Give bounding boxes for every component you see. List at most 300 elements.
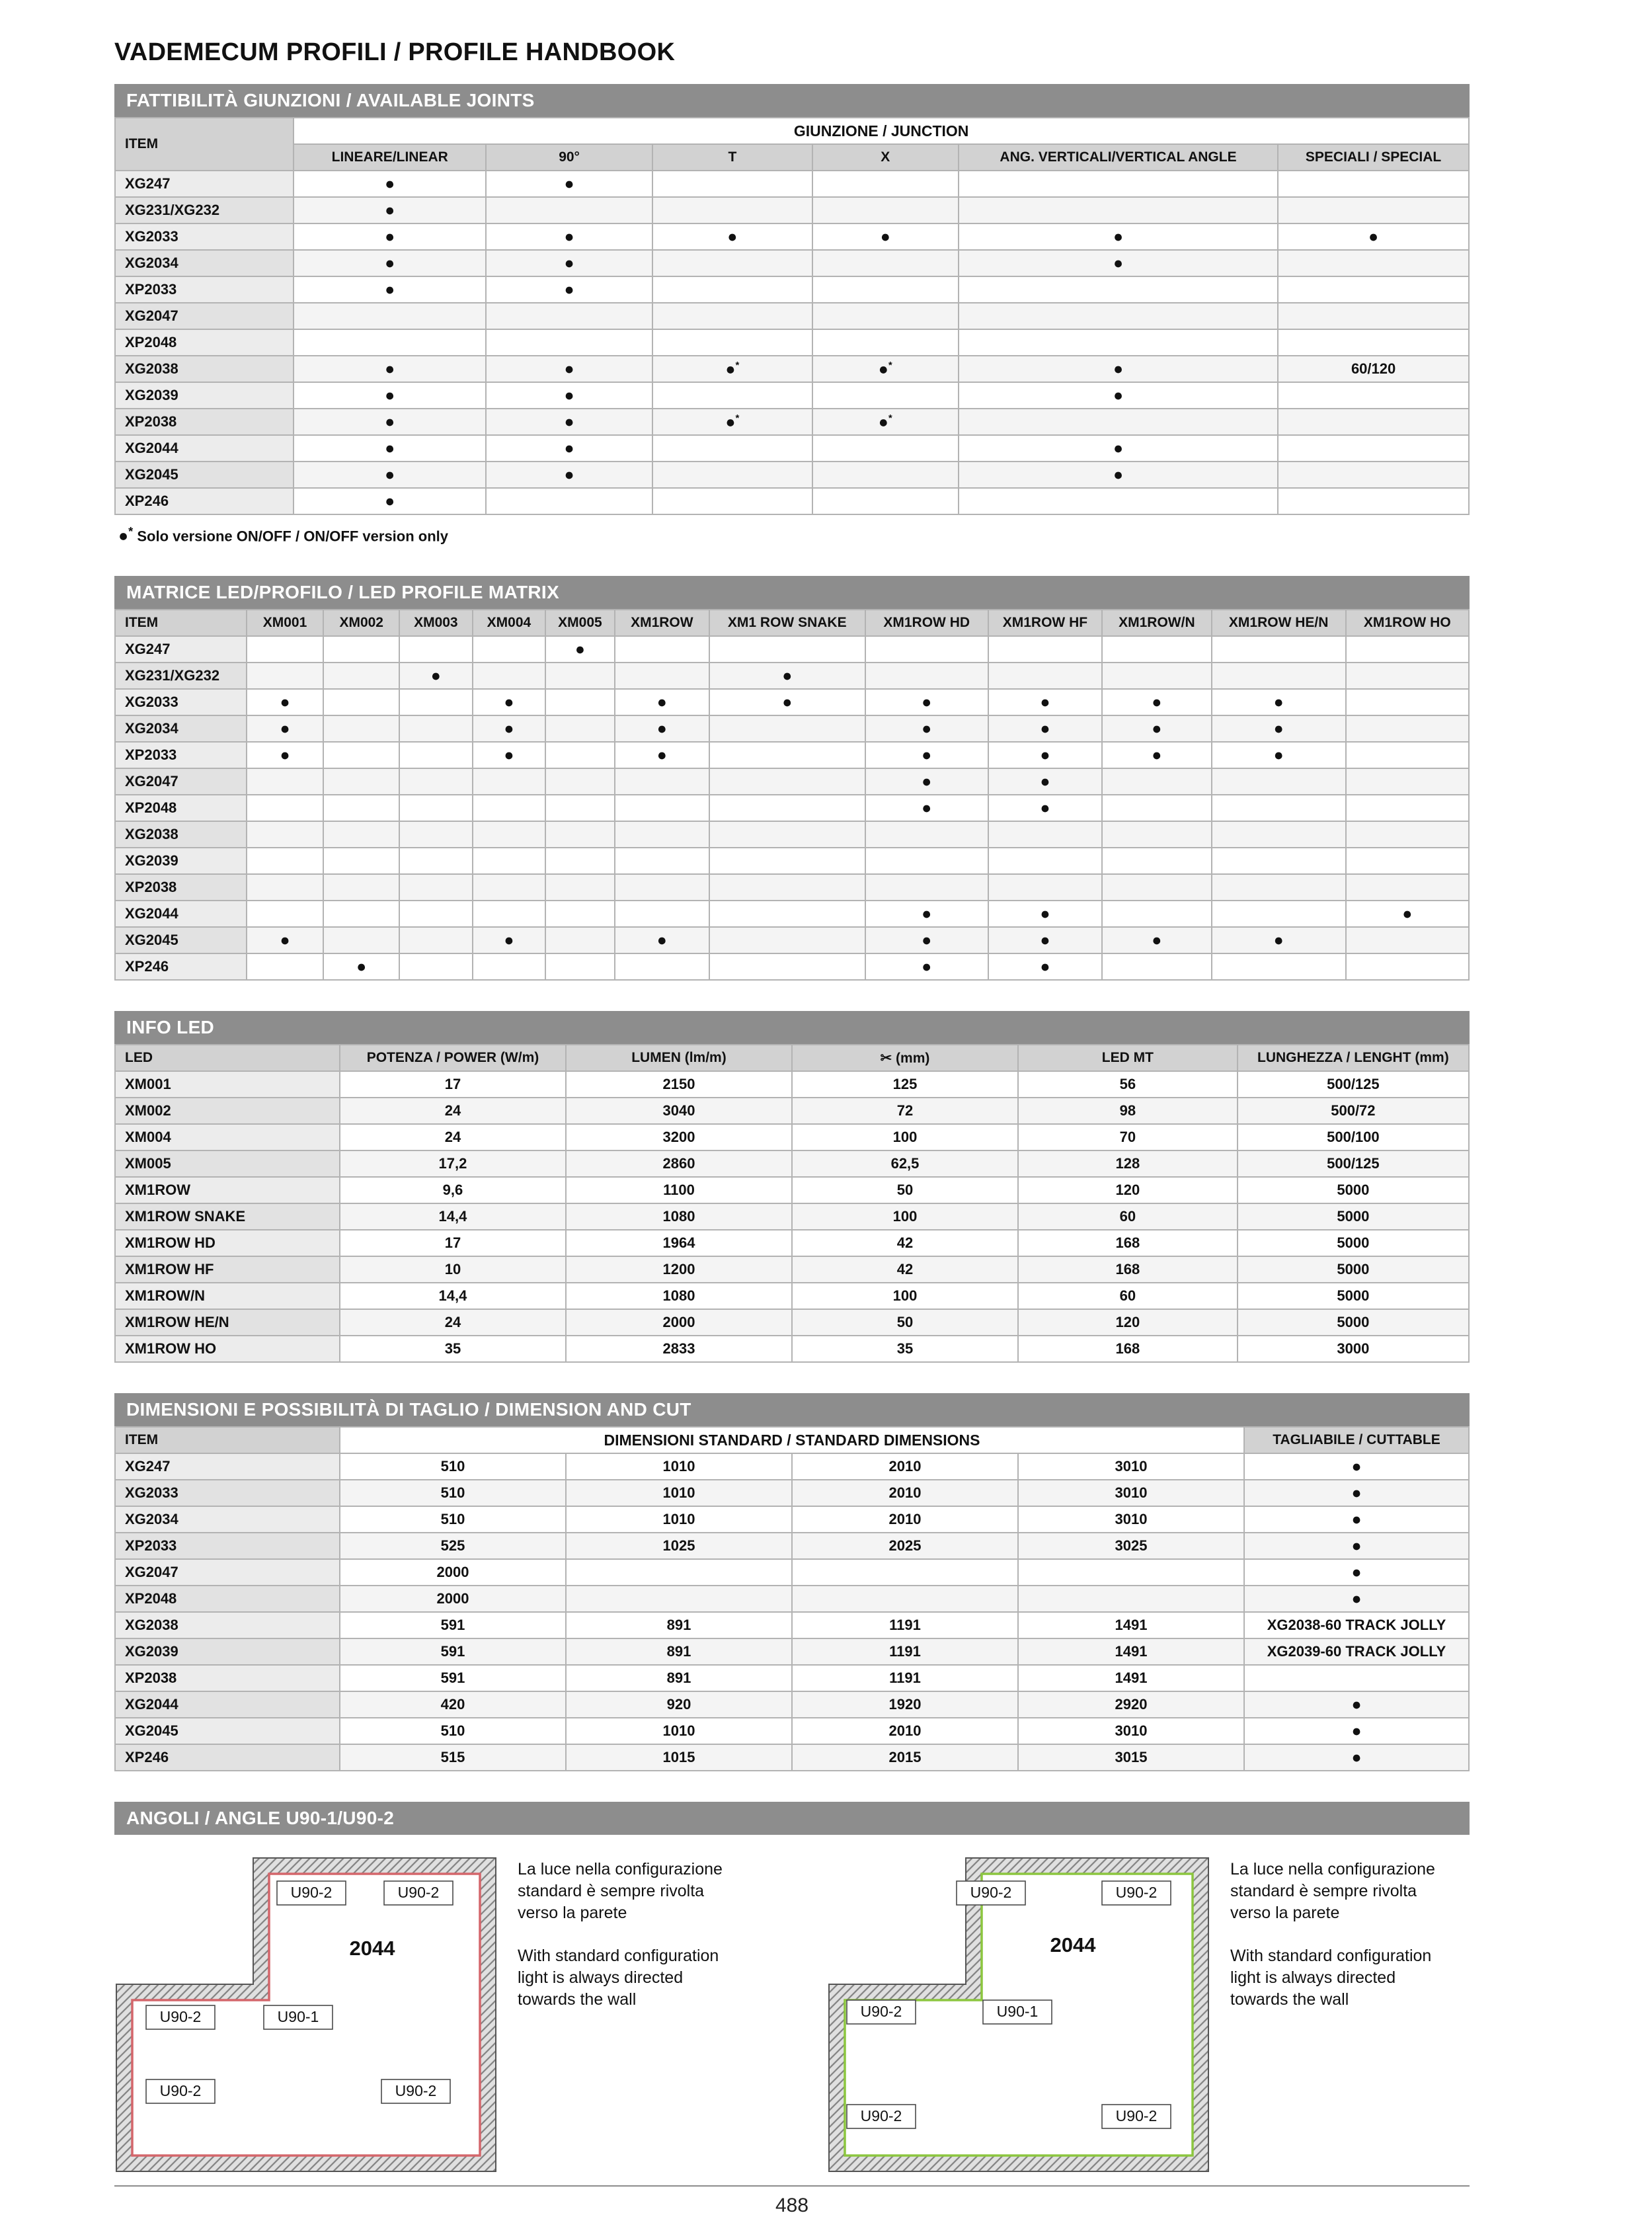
value-cell: 42 [792,1256,1018,1283]
row-item-label: XP2033 [115,276,294,303]
empty-cell [615,874,709,901]
dot-cell: ● [1244,1586,1469,1612]
value-cell: 1191 [792,1665,1018,1691]
value-cell: 70 [1018,1124,1238,1150]
dot-cell: ● [1244,1533,1469,1559]
dot-cell: ● [1244,1718,1469,1744]
value-cell: 1191 [792,1638,1018,1665]
value-cell: 2150 [566,1071,792,1098]
value-cell: 72 [792,1098,1018,1124]
empty-cell [1346,715,1469,742]
empty-cell [615,663,709,689]
empty-cell [988,636,1102,663]
label-u90-2-mid-left [847,2000,916,2024]
value-cell: 42 [792,1230,1018,1256]
value-cell: 510 [340,1480,566,1506]
dot-marker: ● [118,526,129,545]
empty-cell [399,715,473,742]
row-item-label: XG231/XG232 [115,197,294,223]
row-item-label: XG2039 [115,1638,340,1665]
empty-cell [812,303,959,329]
empty-cell [1346,689,1469,715]
dot-cell: ● [247,927,324,953]
joints-section [114,84,1470,545]
row-item-label: XG2047 [115,768,247,795]
dot-cell: ● [294,250,486,276]
label-u90-2-bottom-left [847,2105,916,2128]
value-cell: 3010 [1018,1453,1244,1480]
dot-cell: ● [615,689,709,715]
table-header-row [115,118,1469,144]
empty-cell [1346,742,1469,768]
empty-cell [652,462,812,488]
empty-cell [294,303,486,329]
value-cell: 3040 [566,1098,792,1124]
dot-cell: ● [294,171,486,197]
dot-cell: ● [959,435,1278,462]
value-cell: 1920 [792,1691,1018,1718]
table-subheader-row [115,144,1469,171]
column-header: XM1ROW/N [1102,610,1212,636]
value-cell: 5000 [1238,1283,1469,1309]
value-cell: 17 [340,1230,566,1256]
dot-cell: ● [988,689,1102,715]
dot-cell: ● [1346,901,1469,927]
table-row [115,742,1469,768]
empty-cell [545,715,614,742]
value-cell: 1010 [566,1480,792,1506]
matrix-table [114,609,1470,981]
empty-cell [566,1559,792,1586]
dot-cell: ● [959,223,1278,250]
row-item-label: XP2033 [115,1533,340,1559]
value-cell: 24 [340,1309,566,1336]
dot-cell: ● [709,663,865,689]
value-cell: 17,2 [340,1150,566,1177]
value-cell: 2000 [340,1586,566,1612]
empty-cell [247,821,324,848]
angle-text-english: With standard configuration light is always directed towards the wall [1230,1947,1432,2009]
row-item-label: XG2044 [115,1691,340,1718]
table-row [115,1256,1469,1283]
row-item-label: XG2034 [115,1506,340,1533]
table-row [115,1638,1469,1665]
column-header: ✂ (mm) [792,1045,1018,1071]
label-u90-2-top-right [1102,1881,1171,1905]
table-row [115,329,1469,356]
label-u90-2-bottom-left [146,2079,215,2103]
empty-cell [1346,848,1469,874]
empty-cell [473,848,546,874]
column-header: XM1ROW HE/N [1212,610,1346,636]
dot-cell: ● [1212,689,1346,715]
empty-cell [1278,250,1469,276]
table-header-row [115,1045,1469,1071]
page-footer [114,2185,1470,2217]
value-cell: 515 [340,1744,566,1771]
dot-cell: ● [865,901,988,927]
value-cell: 591 [340,1638,566,1665]
table-row [115,715,1469,742]
label-u90-2-mid-left [146,2005,215,2029]
empty-cell [988,874,1102,901]
empty-cell [399,768,473,795]
table-row [115,848,1469,874]
value-cell: 5000 [1238,1203,1469,1230]
row-item-label: XP2038 [115,409,294,435]
value-cell: 14,4 [340,1203,566,1230]
dot-cell: ● [247,715,324,742]
value-cell: 3015 [1018,1744,1244,1771]
row-item-label: XG2038 [115,1612,340,1638]
empty-cell [1102,821,1212,848]
row-item-label: XG2047 [115,1559,340,1586]
table-row [115,1665,1469,1691]
dot-cell: ● [959,250,1278,276]
dot-cell: ● [294,435,486,462]
row-item-label: XG247 [115,171,294,197]
dot-cell: ● [486,276,652,303]
empty-cell [1102,636,1212,663]
row-item-label: XG2044 [115,435,294,462]
value-cell: 500/72 [1238,1098,1469,1124]
angles-section [114,1802,1470,2173]
empty-cell [545,768,614,795]
column-header: XM005 [545,610,614,636]
info-led-section [114,1011,1470,1363]
table-row [115,356,1469,382]
empty-cell [615,636,709,663]
dot-cell: ● [1244,1744,1469,1771]
column-header: LED [115,1045,340,1071]
empty-cell [959,197,1278,223]
table-row [115,435,1469,462]
value-cell: 3200 [566,1124,792,1150]
empty-cell [1102,848,1212,874]
matrix-table-body [115,636,1469,980]
row-item-label: XP2033 [115,742,247,768]
dimensions-group-header: DIMENSIONI STANDARD / STANDARD DIMENSIONS [340,1427,1244,1453]
dot-cell: ● [988,715,1102,742]
row-item-label: XP2048 [115,795,247,821]
dot-cell: ● [865,768,988,795]
dot-cell: ● [294,409,486,435]
dot-cell: ● [294,276,486,303]
dot-cell: ● [988,742,1102,768]
empty-cell [399,848,473,874]
asterisk-marker: * [128,524,134,538]
svg-text:U90-2: U90-2 [1115,1884,1158,1902]
empty-cell [1278,329,1469,356]
table-row [115,874,1469,901]
column-header: ANG. VERTICALI/VERTICAL ANGLE [959,144,1278,171]
row-item-label: XP2048 [115,329,294,356]
dot-cell: ● [988,768,1102,795]
dot-asterisk-cell: ●* [652,409,812,435]
table-row [115,171,1469,197]
table-row [115,276,1469,303]
svg-text:U90-2: U90-2 [159,2008,202,2026]
empty-cell [652,250,812,276]
row-item-label: XG2034 [115,250,294,276]
empty-cell [1212,663,1346,689]
empty-cell [323,768,399,795]
empty-cell [1018,1559,1244,1586]
label-profile-2044: 2044 [349,1937,395,1960]
value-cell: 591 [340,1612,566,1638]
empty-cell [709,874,865,901]
footer-divider [114,2185,1470,2187]
empty-cell [1102,663,1212,689]
value-cell: 50 [792,1177,1018,1203]
empty-cell [1278,171,1469,197]
empty-cell [1278,409,1469,435]
empty-cell [399,927,473,953]
dot-cell: ● [1102,715,1212,742]
value-cell: 2010 [792,1718,1018,1744]
row-item-label: XG2039 [115,382,294,409]
joints-footnote [118,524,1470,545]
empty-cell [247,636,324,663]
table-row [115,1506,1469,1533]
row-item-label: XG2045 [115,927,247,953]
value-cell: 24 [340,1124,566,1150]
value-cell: 35 [792,1336,1018,1362]
dot-cell: ● [323,953,399,980]
table-row [115,1586,1469,1612]
dot-cell: ● [473,715,546,742]
page-content [114,38,1470,2217]
table-row [115,795,1469,821]
empty-cell [1212,874,1346,901]
dot-cell: ● [473,689,546,715]
empty-cell [959,303,1278,329]
empty-cell [399,795,473,821]
value-cell: 100 [792,1283,1018,1309]
value-cell: 500/100 [1238,1124,1469,1150]
table-row [115,663,1469,689]
row-item-label: XP2038 [115,874,247,901]
empty-cell [399,636,473,663]
empty-cell [988,848,1102,874]
table-row [115,901,1469,927]
table-row [115,1718,1469,1744]
value-cell: 35 [340,1336,566,1362]
empty-cell [247,663,324,689]
label-u90-2-top-left [957,1881,1025,1905]
dimensions-section [114,1393,1470,1771]
row-item-label: XG2045 [115,1718,340,1744]
value-cell: 3000 [1238,1336,1469,1362]
value-cell: 1491 [1018,1638,1244,1665]
table-row [115,409,1469,435]
label-u90-2-top-left [277,1881,346,1905]
dot-cell: ● [615,927,709,953]
item-column-header: ITEM [115,1427,340,1453]
empty-cell [323,663,399,689]
dot-cell: ● [486,435,652,462]
dot-cell: ● [988,795,1102,821]
empty-cell [545,927,614,953]
empty-cell [486,329,652,356]
angles-content [114,1856,1470,2173]
value-cell: 98 [1018,1098,1238,1124]
value-cell: 168 [1018,1230,1238,1256]
row-item-label: XP246 [115,953,247,980]
item-column-header: ITEM [115,118,294,171]
empty-cell [812,488,959,514]
row-item-label: XM1ROW HD [115,1230,340,1256]
empty-cell [865,663,988,689]
empty-cell [652,329,812,356]
dot-asterisk-cell: ●* [652,356,812,382]
dot-cell: ● [486,171,652,197]
value-cell: 920 [566,1691,792,1718]
dot-cell: ● [865,953,988,980]
empty-cell [323,795,399,821]
table-row [115,197,1469,223]
row-item-label: XG2033 [115,1480,340,1506]
value-cell: 2000 [340,1559,566,1586]
dot-cell: ● [959,356,1278,382]
empty-cell [1346,874,1469,901]
angle-text-italian: La luce nella configurazione standard è sempre rivolta verso la parete [1230,1860,1435,1923]
empty-cell [812,250,959,276]
table-row [115,1124,1469,1150]
empty-cell [399,953,473,980]
dot-cell: ● [294,382,486,409]
table-row [115,303,1469,329]
empty-cell [1212,848,1346,874]
column-header: 90° [486,144,652,171]
value-cell: 510 [340,1506,566,1533]
empty-cell [399,821,473,848]
value-cell: 2010 [792,1453,1018,1480]
value-cell: 3010 [1018,1718,1244,1744]
dot-cell: ● [486,250,652,276]
table-row [115,1691,1469,1718]
empty-cell [959,409,1278,435]
info-led-section-header: INFO LED [114,1011,1470,1044]
value-cell: 891 [566,1665,792,1691]
empty-cell [709,901,865,927]
empty-cell [959,171,1278,197]
table-row [115,462,1469,488]
joints-table-body [115,171,1469,514]
value-cell: 14,4 [340,1283,566,1309]
row-item-label: XM1ROW HF [115,1256,340,1283]
value-cell: 510 [340,1718,566,1744]
empty-cell [865,821,988,848]
empty-cell [399,874,473,901]
empty-cell [473,874,546,901]
row-item-label: XM1ROW/N [115,1283,340,1309]
table-row [115,768,1469,795]
empty-cell [473,636,546,663]
dot-cell: ● [1244,1691,1469,1718]
empty-cell [1278,462,1469,488]
empty-cell [988,663,1102,689]
dot-cell: ● [247,689,324,715]
empty-cell [323,742,399,768]
matrix-section-header: MATRICE LED/PROFILO / LED PROFILE MATRIX [114,576,1470,609]
empty-cell [709,848,865,874]
junction-group-header: GIUNZIONE / JUNCTION [294,118,1469,144]
value-cell: 5000 [1238,1177,1469,1203]
dot-cell: ● [247,742,324,768]
dot-cell: ● [865,689,988,715]
empty-cell [1346,636,1469,663]
empty-cell [615,901,709,927]
empty-cell [1102,795,1212,821]
svg-text:U90-2: U90-2 [395,2082,437,2100]
table-row [115,1309,1469,1336]
value-cell: 1025 [566,1533,792,1559]
dot-cell: ● [1244,1506,1469,1533]
dimensions-table-body [115,1453,1469,1771]
row-item-label: XM004 [115,1124,340,1150]
row-item-label: XP246 [115,1744,340,1771]
dot-cell: ● [1102,927,1212,953]
row-item-label: XG247 [115,636,247,663]
row-item-label: XM001 [115,1071,340,1098]
column-header: X [812,144,959,171]
value-cell: 591 [340,1665,566,1691]
empty-cell [545,742,614,768]
empty-cell [1244,1665,1469,1691]
dot-cell: ● [1244,1453,1469,1480]
empty-cell [545,953,614,980]
empty-cell [323,848,399,874]
empty-cell [473,663,546,689]
matrix-section [114,576,1470,981]
svg-text:U90-2: U90-2 [860,2107,902,2125]
dot-cell: ● [615,742,709,768]
page-title: VADEMECUM PROFILI / PROFILE HANDBOOK [114,38,676,66]
dot-cell: ● [865,927,988,953]
dot-cell: ● [988,927,1102,953]
row-item-label: XM1ROW SNAKE [115,1203,340,1230]
dot-cell: ● [1212,927,1346,953]
dot-cell: ● [1102,689,1212,715]
table-row [115,250,1469,276]
value-cell: 168 [1018,1336,1238,1362]
dot-cell: ● [652,223,812,250]
value-cell: 128 [1018,1150,1238,1177]
empty-cell [652,171,812,197]
row-item-label: XG2047 [115,303,294,329]
dot-cell: ● [1244,1480,1469,1506]
empty-cell [545,795,614,821]
empty-cell [709,715,865,742]
empty-cell [1346,663,1469,689]
dot-cell: ● [1244,1559,1469,1586]
value-cell: 100 [792,1124,1018,1150]
column-header: POTENZA / POWER (W/m) [340,1045,566,1071]
value-cell: 3010 [1018,1480,1244,1506]
table-row [115,1744,1469,1771]
empty-cell [865,636,988,663]
column-header: ITEM [115,610,247,636]
empty-cell [323,874,399,901]
label-u90-1-inner [983,2000,1052,2024]
value-cell: 125 [792,1071,1018,1098]
row-item-label: XG247 [115,1453,340,1480]
dot-cell: ● [1212,715,1346,742]
dot-cell: ● [486,382,652,409]
row-item-label: XM1ROW HE/N [115,1309,340,1336]
table-row [115,1480,1469,1506]
